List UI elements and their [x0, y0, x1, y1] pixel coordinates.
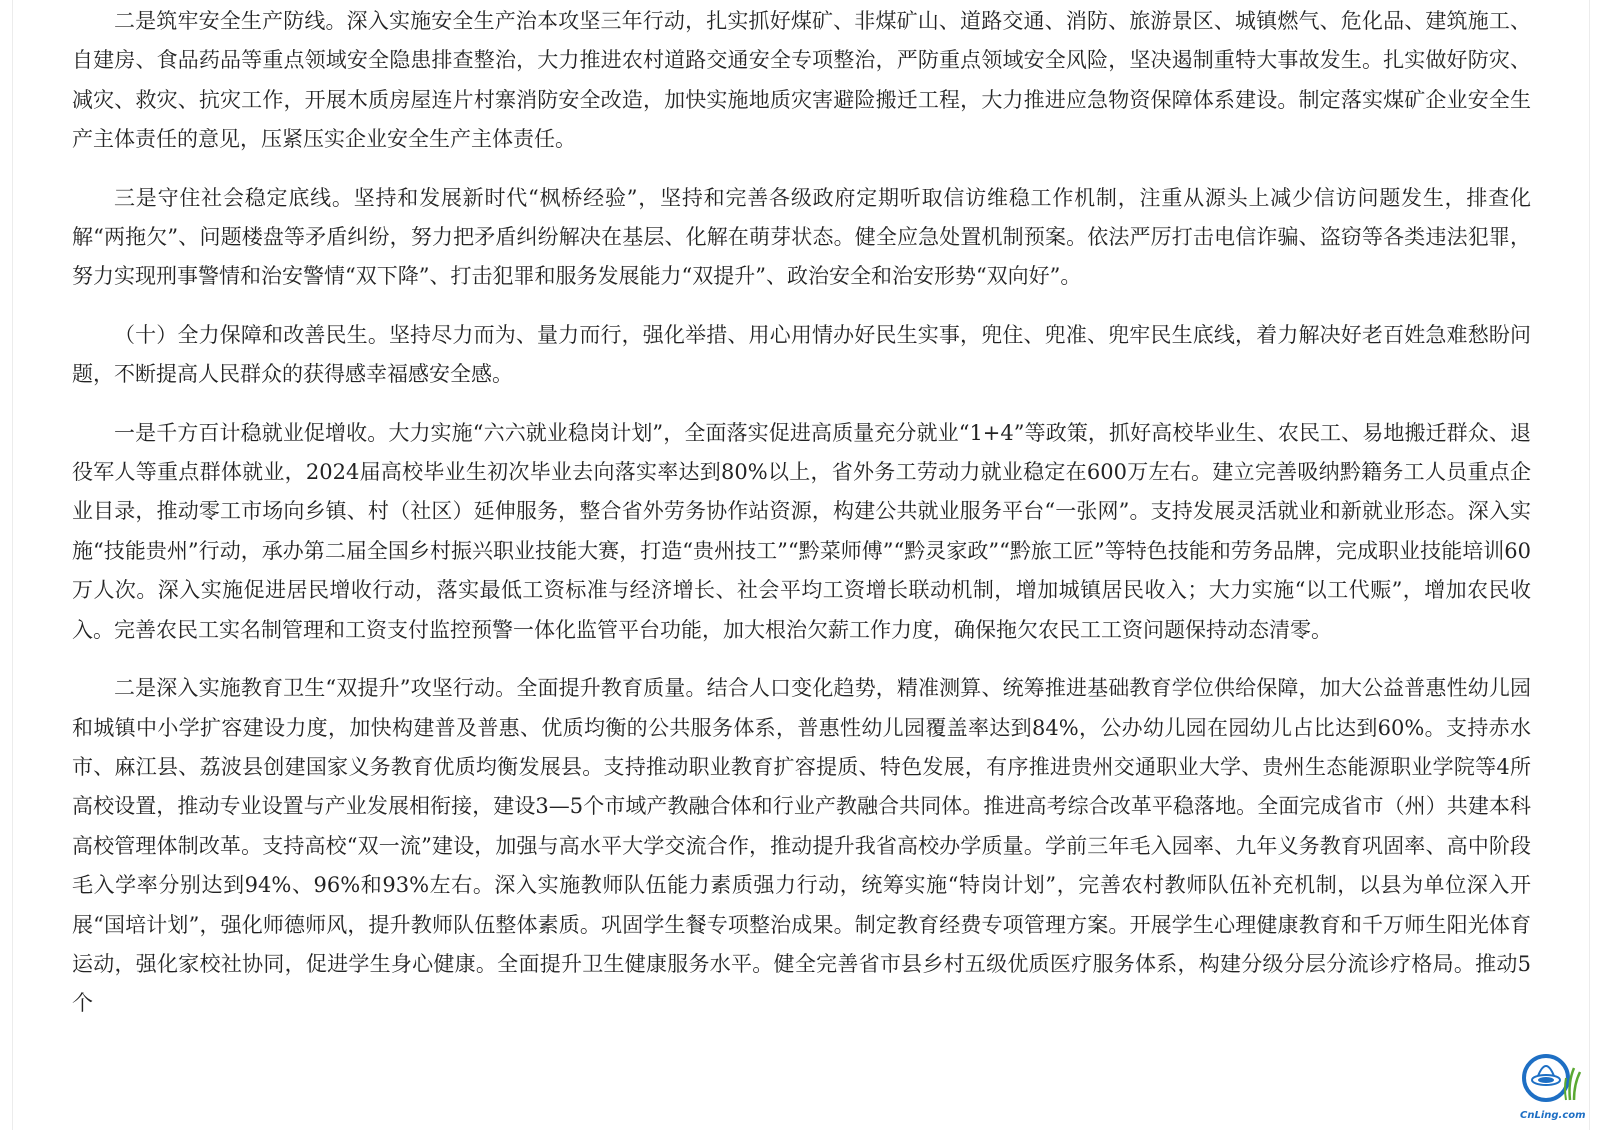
- paragraph-social-stability: 三是守住社会稳定底线。坚持和发展新时代“枫桥经验”，坚持和完善各级政府定期听取信访维稳工作机制，注重从源头上减少信访问题发生，排查化解“两拖欠”、问题楼盘等矛盾纠纷，努力把矛盾纠纷解决在基层、化解在萌芽状态。健全应急处置机制预案。依法严厉打击电信诈骗、盗窃等各类违法犯罪，努力实现刑事警情和治安警情“双下降”、打击犯罪和服务发展能力“双提升”、政治安全和治安形势“双向好”。: [72, 185, 1531, 289]
- paragraph-safety-production: 二是筑牢安全生产防线。深入实施安全生产治本攻坚三年行动，扎实抓好煤矿、非煤矿山、道路交通、消防、旅游景区、城镇燃气、危化品、建筑施工、自建房、食品药品等重点领域安全隐患排查整治，大力推进农村道路交通安全专项整治，严防重点领域安全风险，坚决遏制重特大事故发生。扎实做好防灾、减灾、救灾、抗灾工作，开展木质房屋连片村寨消防安全改造，加快实施地质灾害避险搬迁工程，大力推进应急物资保障体系建设。制定落实煤矿企业安全生产主体责任的意见，压紧压实企业安全生产主体责任。: [72, 9, 1531, 152]
- article-body: [72, 2, 1531, 1043]
- paragraph-livelihood: （十）全力保障和改善民生。坚持尽力而为、量力而行，强化举措、用心用情办好民生实事，兜住、兜准、兜牢民生底线，着力解决好老百姓急难愁盼问题，不断提高人民群众的获得感幸福感安全感。: [72, 322, 1531, 387]
- paragraph-education-health: 二是深入实施教育卫生“双提升”攻坚行动。全面提升教育质量。结合人口变化趋势，精准测算、统筹推进基础教育学位供给保障，加大公益普惠性幼儿园和城镇中小学扩容建设力度，加快构建普及普惠、优质均衡的公共服务体系，普惠性幼儿园覆盖率达到84%，公办幼儿园在园幼儿占比达到60%。支持赤水市、麻江县、荔波县创建国家义务教育优质均衡发展县。支持推动职业教育扩容提质、特色发展，有序推进贵州交通职业大学、贵州生态能源职业学院等4所高校设置，推动专业设置与产业发展相衔接，建设3—5个市域产教融合体和行业产教融合共同体。推进高考综合改革平稳落地。全面完成省市（州）共建本科高校管理体制改革。支持高校“双一流”建设，加强与高水平大学交流合作，推动提升我省高校办学质量。学前三年毛入园率、九年义务教育巩固率、高中阶段毛入学率分别达到94%、96%和93%左右。深入实施教师队伍能力素质强力行动，统筹实施“特岗计划”，完善农村教师队伍补充机制，以县为单位深入开展“国培计划”，强化师德师风，提升教师队伍整体素质。巩固学生餐专项整治成果。制定教育经费专项管理方案。开展学生心理健康教育和千万师生阳光体育运动，强化家校社协同，促进学生身心健康。全面提升卫生健康服务水平。健全完善省市县乡村五级优质医疗服务体系，构建分级分层分流诊疗格局。推动5个: [72, 676, 1531, 1016]
- logo-text: CnLing.com: [1520, 1110, 1586, 1121]
- cnling-logo-icon: [1518, 1046, 1582, 1110]
- article-page: [12, 0, 1590, 1130]
- paragraph-employment: 一是千方百计稳就业促增收。大力实施“六六就业稳岗计划”，全面落实促进高质量充分就业“1+4”等政策，抓好高校毕业生、农民工、易地搬迁群众、退役军人等重点群体就业，2024届高校毕业生初次毕业去向落实率达到80%以上，省外务工劳动力就业稳定在600万左右。建立完善吸纳黔籍务工人员重点企业目录，推动零工市场向乡镇、村（社区）延伸服务，整合省外劳务协作站资源，构建公共就业服务平台“一张网”。支持发展灵活就业和新就业形态。深入实施“技能贵州”行动，承办第二届全国乡村振兴职业技能大赛，打造“贵州技工”“黔菜师傅”“黔灵家政”“黔旅工匠”等特色技能和劳务品牌，完成职业技能培训60万人次。深入实施促进居民增收行动，落实最低工资标准与经济增长、社会平均工资增长联动机制，增加城镇居民收入；大力实施“以工代赈”，增加农民收入。完善农民工实名制管理和工资支付监控预警一体化监管平台功能，加大根治欠薪工作力度，确保拖欠农民工工资问题保持动态清零。: [72, 420, 1531, 642]
